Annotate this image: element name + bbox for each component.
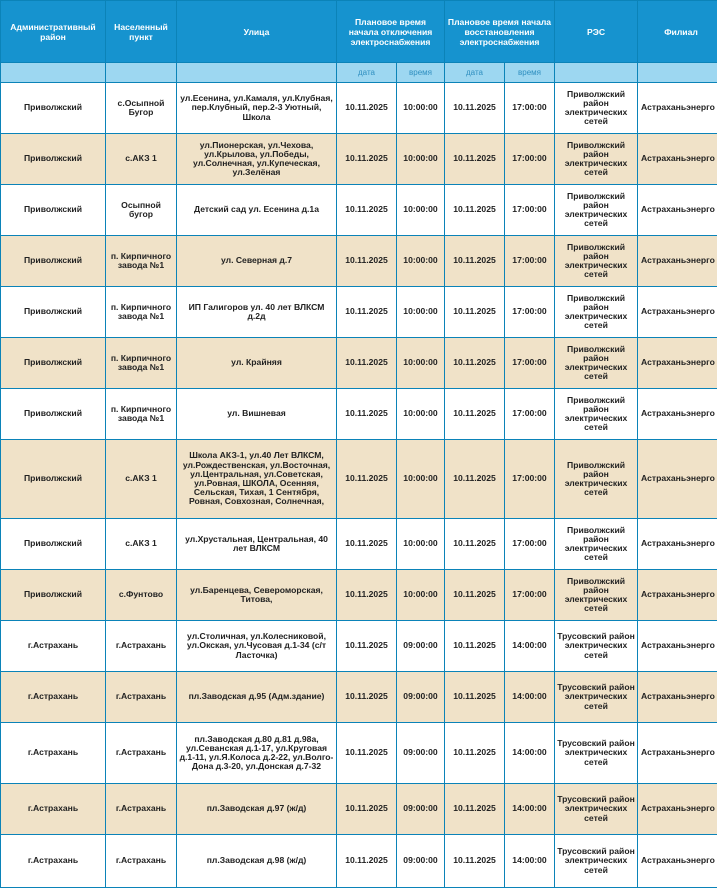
table-body: [1, 83, 717, 888]
cell-res: Трусовский район электрических сетей: [555, 784, 638, 835]
cell-district: г.Астрахань: [1, 672, 106, 723]
cell-branch: Астраханьэнерго: [638, 83, 717, 134]
cell-res: Приволжский район электрических сетей: [555, 287, 638, 338]
cell-off-time: 10:00:00: [397, 134, 445, 185]
cell-locality: с.АКЗ 1: [106, 519, 177, 570]
cell-res: Приволжский район электрических сетей: [555, 519, 638, 570]
cell-res: Приволжский район электрических сетей: [555, 134, 638, 185]
cell-street: ул. Вишневая: [177, 389, 337, 440]
cell-street: ИП Галигоров ул. 40 лет ВЛКСМ д.2д: [177, 287, 337, 338]
cell-res: Приволжский район электрических сетей: [555, 338, 638, 389]
header-res: РЭС: [555, 1, 638, 63]
cell-district: Приволжский: [1, 185, 106, 236]
subheader-empty: [1, 63, 106, 83]
cell-off-date: 10.11.2025: [337, 389, 397, 440]
table-row: [1, 570, 717, 621]
cell-off-time: 10:00:00: [397, 440, 445, 519]
table-row: [1, 519, 717, 570]
cell-on-time: 17:00:00: [505, 287, 555, 338]
cell-branch: Астраханьэнерго: [638, 185, 717, 236]
table-row: [1, 83, 717, 134]
cell-on-time: 14:00:00: [505, 723, 555, 784]
cell-on-date: 10.11.2025: [445, 672, 505, 723]
cell-street: пл.Заводская д.97 (ж/д): [177, 784, 337, 835]
table-row: [1, 287, 717, 338]
cell-on-time: 17:00:00: [505, 83, 555, 134]
cell-off-date: 10.11.2025: [337, 83, 397, 134]
cell-res: Трусовский район электрических сетей: [555, 672, 638, 723]
cell-on-date: 10.11.2025: [445, 723, 505, 784]
cell-locality: п. Кирпичного завода №1: [106, 236, 177, 287]
cell-off-date: 10.11.2025: [337, 185, 397, 236]
cell-off-date: 10.11.2025: [337, 723, 397, 784]
cell-on-date: 10.11.2025: [445, 519, 505, 570]
cell-district: Приволжский: [1, 440, 106, 519]
cell-district: Приволжский: [1, 519, 106, 570]
cell-off-time: 09:00:00: [397, 784, 445, 835]
cell-branch: Астраханьэнерго: [638, 287, 717, 338]
cell-on-date: 10.11.2025: [445, 440, 505, 519]
cell-on-date: 10.11.2025: [445, 338, 505, 389]
table-row: [1, 723, 717, 784]
subheader-empty: [555, 63, 638, 83]
cell-off-time: 10:00:00: [397, 287, 445, 338]
table-row: [1, 389, 717, 440]
cell-res: Приволжский район электрических сетей: [555, 83, 638, 134]
cell-district: Приволжский: [1, 236, 106, 287]
cell-district: Приволжский: [1, 134, 106, 185]
table-row: [1, 672, 717, 723]
cell-res: Трусовский район электрических сетей: [555, 835, 638, 888]
cell-off-date: 10.11.2025: [337, 784, 397, 835]
subheader-row: [1, 63, 717, 83]
table-row: [1, 440, 717, 519]
cell-street: пл.Заводская д.98 (ж/д): [177, 835, 337, 888]
cell-res: Приволжский район электрических сетей: [555, 570, 638, 621]
cell-street: ул.Баренцева, Североморская, Титова,: [177, 570, 337, 621]
header-row: [1, 1, 717, 63]
cell-on-date: 10.11.2025: [445, 835, 505, 888]
cell-district: г.Астрахань: [1, 784, 106, 835]
header-off-time: Плановое время начала отключения электроснабжения: [337, 1, 445, 63]
cell-off-time: 10:00:00: [397, 83, 445, 134]
cell-district: Приволжский: [1, 338, 106, 389]
cell-district: г.Астрахань: [1, 621, 106, 672]
cell-on-time: 14:00:00: [505, 784, 555, 835]
cell-off-time: 10:00:00: [397, 236, 445, 287]
table-header: [1, 1, 717, 83]
cell-on-date: 10.11.2025: [445, 784, 505, 835]
cell-on-date: 10.11.2025: [445, 570, 505, 621]
subheader-on-date: дата: [445, 63, 505, 83]
cell-locality: п. Кирпичного завода №1: [106, 287, 177, 338]
cell-on-time: 17:00:00: [505, 440, 555, 519]
cell-branch: Астраханьэнерго: [638, 440, 717, 519]
cell-street: ул.Хрустальная, Центральная, 40 лет ВЛКСМ: [177, 519, 337, 570]
cell-locality: с.Фунтово: [106, 570, 177, 621]
cell-off-date: 10.11.2025: [337, 338, 397, 389]
cell-district: г.Астрахань: [1, 723, 106, 784]
cell-on-date: 10.11.2025: [445, 83, 505, 134]
cell-on-time: 17:00:00: [505, 570, 555, 621]
cell-off-time: 09:00:00: [397, 621, 445, 672]
cell-off-time: 09:00:00: [397, 835, 445, 888]
cell-off-time: 09:00:00: [397, 672, 445, 723]
cell-on-date: 10.11.2025: [445, 134, 505, 185]
cell-locality: с.Осыпной Бугор: [106, 83, 177, 134]
cell-on-time: 17:00:00: [505, 338, 555, 389]
cell-branch: Астраханьэнерго: [638, 672, 717, 723]
cell-branch: Астраханьэнерго: [638, 134, 717, 185]
cell-district: Приволжский: [1, 287, 106, 338]
cell-locality: г.Астрахань: [106, 784, 177, 835]
cell-branch: Астраханьэнерго: [638, 338, 717, 389]
cell-branch: Астраханьэнерго: [638, 570, 717, 621]
table-row: [1, 236, 717, 287]
cell-district: Приволжский: [1, 83, 106, 134]
cell-res: Трусовский район электрических сетей: [555, 621, 638, 672]
cell-off-time: 10:00:00: [397, 389, 445, 440]
cell-branch: Астраханьэнерго: [638, 723, 717, 784]
cell-off-time: 10:00:00: [397, 519, 445, 570]
cell-on-date: 10.11.2025: [445, 621, 505, 672]
cell-locality: г.Астрахань: [106, 621, 177, 672]
cell-on-date: 10.11.2025: [445, 287, 505, 338]
cell-off-time: 10:00:00: [397, 338, 445, 389]
cell-on-date: 10.11.2025: [445, 389, 505, 440]
cell-street: Детский сад ул. Есенина д.1а: [177, 185, 337, 236]
subheader-empty: [106, 63, 177, 83]
cell-branch: Астраханьэнерго: [638, 621, 717, 672]
cell-street: ул.Столичная, ул.Колесниковой, ул.Окская, ул.Чусовая д.1-34 (с/т Ласточка): [177, 621, 337, 672]
table-row: [1, 835, 717, 888]
table-row: [1, 621, 717, 672]
cell-locality: г.Астрахань: [106, 723, 177, 784]
header-locality: Населенный пункт: [106, 1, 177, 63]
cell-off-date: 10.11.2025: [337, 134, 397, 185]
cell-res: Приволжский район электрических сетей: [555, 236, 638, 287]
cell-street: ул. Северная д.7: [177, 236, 337, 287]
table-row: [1, 134, 717, 185]
header-branch: Филиал: [638, 1, 717, 63]
cell-off-date: 10.11.2025: [337, 570, 397, 621]
cell-branch: Астраханьэнерго: [638, 519, 717, 570]
cell-res: Приволжский район электрических сетей: [555, 440, 638, 519]
cell-off-date: 10.11.2025: [337, 287, 397, 338]
cell-on-time: 14:00:00: [505, 672, 555, 723]
cell-branch: Астраханьэнерго: [638, 784, 717, 835]
cell-street: ул. Крайняя: [177, 338, 337, 389]
cell-off-time: 09:00:00: [397, 723, 445, 784]
cell-off-date: 10.11.2025: [337, 835, 397, 888]
cell-on-time: 17:00:00: [505, 185, 555, 236]
cell-on-time: 17:00:00: [505, 134, 555, 185]
cell-off-date: 10.11.2025: [337, 236, 397, 287]
cell-branch: Астраханьэнерго: [638, 835, 717, 888]
cell-on-time: 17:00:00: [505, 389, 555, 440]
cell-street: Школа АКЗ-1, ул.40 Лет ВЛКСМ, ул.Рождественская, ул.Восточная, ул.Центральная, ул.Советская, ул.Ровная, ШКОЛА, Осенняя, Сельская, Тихая, 1 Сентября, Ровная, Совхозная, Солнечная,: [177, 440, 337, 519]
subheader-on-time: время: [505, 63, 555, 83]
table-row: [1, 338, 717, 389]
cell-locality: п. Кирпичного завода №1: [106, 389, 177, 440]
cell-district: Приволжский: [1, 570, 106, 621]
cell-locality: г.Астрахань: [106, 835, 177, 888]
table-row: [1, 185, 717, 236]
cell-off-date: 10.11.2025: [337, 672, 397, 723]
cell-district: г.Астрахань: [1, 835, 106, 888]
cell-on-time: 17:00:00: [505, 519, 555, 570]
cell-street: пл.Заводская д.80 д.81 д.98а, ул.Севанская д.1-17, ул.Круговая д.1-11, ул.Я.Колоса д.2-22, ул.Волго-Дона д.3-20, ул.Донская д.7-32: [177, 723, 337, 784]
cell-street: ул.Пионерская, ул.Чехова, ул.Крылова, ул.Победы, ул.Солнечная, ул.Купеческая, ул.Зелёная: [177, 134, 337, 185]
cell-locality: с.АКЗ 1: [106, 134, 177, 185]
subheader-off-time: время: [397, 63, 445, 83]
cell-on-time: 14:00:00: [505, 621, 555, 672]
cell-on-time: 17:00:00: [505, 236, 555, 287]
cell-off-date: 10.11.2025: [337, 519, 397, 570]
cell-locality: г.Астрахань: [106, 672, 177, 723]
cell-branch: Астраханьэнерго: [638, 389, 717, 440]
cell-res: Приволжский район электрических сетей: [555, 185, 638, 236]
subheader-off-date: дата: [337, 63, 397, 83]
header-street: Улица: [177, 1, 337, 63]
cell-locality: п. Кирпичного завода №1: [106, 338, 177, 389]
header-district: Административный район: [1, 1, 106, 63]
cell-off-time: 10:00:00: [397, 185, 445, 236]
cell-off-date: 10.11.2025: [337, 621, 397, 672]
cell-street: ул.Есенина, ул.Камаля, ул.Клубная, пер.Клубный, пер.2-3 Уютный, Школа: [177, 83, 337, 134]
subheader-empty: [638, 63, 717, 83]
cell-street: пл.Заводская д.95 (Адм.здание): [177, 672, 337, 723]
cell-locality: с.АКЗ 1: [106, 440, 177, 519]
header-restore-time: Плановое время начала восстановления электроснабжения: [445, 1, 555, 63]
cell-on-date: 10.11.2025: [445, 236, 505, 287]
cell-locality: Осыпной бугор: [106, 185, 177, 236]
cell-res: Приволжский район электрических сетей: [555, 389, 638, 440]
cell-off-date: 10.11.2025: [337, 440, 397, 519]
cell-district: Приволжский: [1, 389, 106, 440]
cell-on-date: 10.11.2025: [445, 185, 505, 236]
table-row: [1, 784, 717, 835]
cell-res: Трусовский район электрических сетей: [555, 723, 638, 784]
cell-on-time: 14:00:00: [505, 835, 555, 888]
cell-off-time: 10:00:00: [397, 570, 445, 621]
cell-branch: Астраханьэнерго: [638, 236, 717, 287]
subheader-empty: [177, 63, 337, 83]
